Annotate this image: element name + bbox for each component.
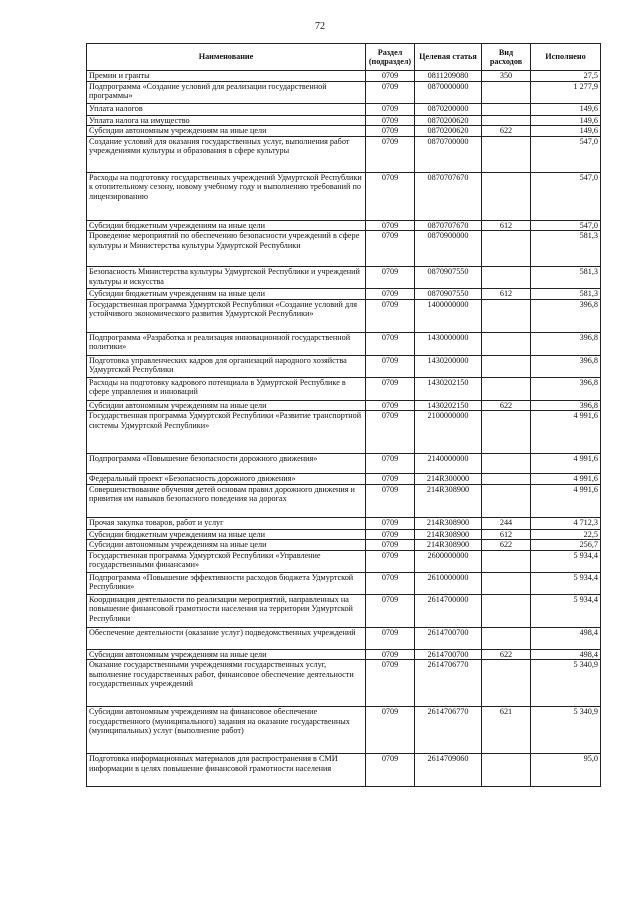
cell-kind	[482, 550, 531, 572]
cell-name: Субсидии автономным учреждениям на иные цели	[87, 540, 366, 551]
cell-name: Подпрограмма «Повышение эффективности расходов бюджета Удмуртской Республики»	[87, 572, 366, 594]
cell-target: 2140000000	[415, 454, 482, 474]
cell-target: 0870200620	[415, 126, 482, 137]
cell-target: 1400000000	[415, 299, 482, 332]
cell-name: Субсидии бюджетным учреждениям на иные цели	[87, 289, 366, 300]
cell-kind	[482, 136, 531, 172]
cell-amount: 1 277,9	[531, 81, 601, 103]
cell-section: 0709	[366, 754, 415, 787]
cell-target: 214R308900	[415, 529, 482, 540]
table-row	[87, 332, 601, 355]
table-row	[87, 454, 601, 474]
cell-section: 0709	[366, 332, 415, 355]
cell-section: 0709	[366, 299, 415, 332]
cell-section: 0709	[366, 377, 415, 400]
cell-kind	[482, 103, 531, 115]
table-row	[87, 540, 601, 551]
cell-section: 0709	[366, 103, 415, 115]
cell-name: Проведение мероприятий по обеспечению безопасности учреждений в сфере культуры и Министерства культуры Удмуртской Республики	[87, 231, 366, 267]
cell-amount: 547,0	[531, 136, 601, 172]
cell-name: Федеральный проект «Безопасность дорожного движения»	[87, 474, 366, 485]
table-row	[87, 649, 601, 660]
cell-kind: 612	[482, 529, 531, 540]
cell-name: Прочая закупка товаров, работ и услуг	[87, 517, 366, 529]
cell-kind	[482, 454, 531, 474]
cell-kind: 621	[482, 707, 531, 754]
table-row	[87, 707, 601, 754]
cell-amount: 22,5	[531, 529, 601, 540]
cell-section: 0709	[366, 627, 415, 649]
cell-kind	[482, 474, 531, 485]
cell-section: 0709	[366, 649, 415, 660]
cell-name: Государственная программа Удмуртской Республики «Развитие транспортной системы Удмуртской Республики»	[87, 411, 366, 454]
cell-target: 214R308900	[415, 517, 482, 529]
cell-amount: 5 934,4	[531, 594, 601, 627]
cell-target: 0870700000	[415, 136, 482, 172]
cell-section: 0709	[366, 81, 415, 103]
cell-kind	[482, 355, 531, 377]
cell-kind	[482, 299, 531, 332]
table-row	[87, 474, 601, 485]
cell-name: Создание условий для оказания государственных услуг, выполнения работ учреждениями культуры и образования в сфере культуры	[87, 136, 366, 172]
cell-name: Подпрограмма «Повышение безопасности дорожного движения»	[87, 454, 366, 474]
cell-kind: 622	[482, 540, 531, 551]
cell-target: 1430202150	[415, 400, 482, 411]
header-target: Целевая статья	[415, 44, 482, 71]
cell-kind	[482, 267, 531, 289]
cell-name: Субсидии автономным учреждениям на иные цели	[87, 126, 366, 137]
cell-target: 2614700000	[415, 594, 482, 627]
header-kind: Вид расходов	[482, 44, 531, 71]
table-body	[87, 71, 601, 787]
cell-section: 0709	[366, 594, 415, 627]
cell-amount: 396,8	[531, 377, 601, 400]
table-row	[87, 81, 601, 103]
table-row	[87, 355, 601, 377]
cell-amount: 27,5	[531, 71, 601, 82]
cell-section: 0709	[366, 454, 415, 474]
cell-kind: 622	[482, 126, 531, 137]
budget-table	[86, 43, 601, 787]
header-name: Наименование	[87, 44, 366, 71]
cell-target: 0870000000	[415, 81, 482, 103]
table-row	[87, 627, 601, 649]
cell-name: Безопасность Министерства культуры Удмуртской Республики и учреждений культуры и искусства	[87, 267, 366, 289]
cell-target: 2610000000	[415, 572, 482, 594]
cell-amount: 5 934,4	[531, 550, 601, 572]
cell-name: Оказание государственными учреждениями государственных услуг, выполнение государственных работ, финансовое обеспечение деятельности государственных учреждений	[87, 660, 366, 707]
cell-target: 0870900000	[415, 231, 482, 267]
cell-amount: 149,6	[531, 126, 601, 137]
page-number: 72	[315, 21, 325, 32]
cell-section: 0709	[366, 220, 415, 231]
table-row	[87, 400, 601, 411]
cell-amount: 581,3	[531, 231, 601, 267]
cell-amount: 396,8	[531, 400, 601, 411]
cell-name: Субсидии бюджетным учреждениям на иные цели	[87, 220, 366, 231]
cell-section: 0709	[366, 136, 415, 172]
cell-name: Координация деятельности по реализации мероприятий, направленных на повышение финансовой грамотности населения на территории Удмуртской Республики	[87, 594, 366, 627]
cell-section: 0709	[366, 71, 415, 82]
cell-kind	[482, 81, 531, 103]
cell-name: Субсидии автономным учреждениям на иные цели	[87, 400, 366, 411]
cell-name: Субсидии бюджетным учреждениям на иные цели	[87, 529, 366, 540]
cell-kind	[482, 627, 531, 649]
cell-kind	[482, 115, 531, 126]
cell-section: 0709	[366, 707, 415, 754]
cell-section: 0709	[366, 355, 415, 377]
cell-name: Расходы на подготовку кадрового потенциала в Удмуртской Республике в сфере управления и инноваций	[87, 377, 366, 400]
cell-name: Обеспечение деятельности (оказание услуг) подведомственных учреждений	[87, 627, 366, 649]
table-row	[87, 660, 601, 707]
cell-section: 0709	[366, 550, 415, 572]
cell-target: 0870200000	[415, 103, 482, 115]
cell-name: Подпрограмма «Создание условий для реализации государственной программы»	[87, 81, 366, 103]
table-row	[87, 572, 601, 594]
cell-amount: 5 934,4	[531, 572, 601, 594]
table-row	[87, 267, 601, 289]
cell-amount: 581,3	[531, 289, 601, 300]
cell-section: 0709	[366, 126, 415, 137]
cell-target: 1430202150	[415, 377, 482, 400]
cell-section: 0709	[366, 267, 415, 289]
cell-target: 1430000000	[415, 332, 482, 355]
cell-target: 2614706770	[415, 707, 482, 754]
cell-section: 0709	[366, 231, 415, 267]
cell-kind: 350	[482, 71, 531, 82]
table-row	[87, 71, 601, 82]
cell-amount: 396,8	[531, 299, 601, 332]
cell-target: 2614700700	[415, 627, 482, 649]
cell-name: Премии и гранты	[87, 71, 366, 82]
cell-kind	[482, 411, 531, 454]
table-row	[87, 231, 601, 267]
cell-target: 214R300000	[415, 474, 482, 485]
cell-section: 0709	[366, 572, 415, 594]
table-row	[87, 594, 601, 627]
cell-kind	[482, 377, 531, 400]
cell-section: 0709	[366, 660, 415, 707]
cell-amount: 547,0	[531, 172, 601, 220]
cell-target: 2614700700	[415, 649, 482, 660]
cell-kind: 612	[482, 220, 531, 231]
cell-amount: 5 340,9	[531, 707, 601, 754]
cell-kind	[482, 172, 531, 220]
cell-amount: 396,8	[531, 355, 601, 377]
cell-target: 214R308900	[415, 484, 482, 517]
table-row	[87, 220, 601, 231]
cell-kind	[482, 484, 531, 517]
cell-kind: 622	[482, 649, 531, 660]
cell-kind	[482, 754, 531, 787]
cell-section: 0709	[366, 474, 415, 485]
cell-name: Совершенствование обучения детей основам правил дорожного движения и привития им навыков безопасного поведения на дорогах	[87, 484, 366, 517]
cell-name: Субсидии автономным учреждениям на финансовое обеспечение государственного (муниципального) задания на оказание государственных (муниципальных) услуг (выполнение работ)	[87, 707, 366, 754]
table-row	[87, 126, 601, 137]
cell-amount: 4 991,6	[531, 474, 601, 485]
table-row	[87, 529, 601, 540]
cell-name: Уплата налога на имущество	[87, 115, 366, 126]
cell-name: Подпрограмма «Разработка и реализация инновационной государственной политики»	[87, 332, 366, 355]
cell-target: 0870907550	[415, 267, 482, 289]
cell-kind	[482, 231, 531, 267]
cell-target: 0870707670	[415, 172, 482, 220]
cell-section: 0709	[366, 529, 415, 540]
cell-kind: 244	[482, 517, 531, 529]
cell-section: 0709	[366, 540, 415, 551]
cell-name: Государственная программа Удмуртской Республики «Управление государственными финансами»	[87, 550, 366, 572]
cell-target: 0870707670	[415, 220, 482, 231]
cell-amount: 149,6	[531, 103, 601, 115]
cell-target: 2614709060	[415, 754, 482, 787]
cell-name: Подготовка управленческих кадров для организаций народного хозяйства Удмуртской Республики	[87, 355, 366, 377]
cell-amount: 4 991,6	[531, 454, 601, 474]
header-section: Раздел (подраздел)	[366, 44, 415, 71]
table-row	[87, 550, 601, 572]
table-row	[87, 377, 601, 400]
cell-name: Уплата налогов	[87, 103, 366, 115]
cell-target: 2614706770	[415, 660, 482, 707]
cell-kind	[482, 594, 531, 627]
table-row	[87, 411, 601, 454]
table-row	[87, 754, 601, 787]
cell-name: Государственная программа Удмуртской Республики «Создание условий для устойчивого экономического развития Удмуртской Республики»	[87, 299, 366, 332]
cell-target: 214R308900	[415, 540, 482, 551]
cell-target: 2100000000	[415, 411, 482, 454]
cell-amount: 581,3	[531, 267, 601, 289]
cell-kind	[482, 660, 531, 707]
cell-kind	[482, 332, 531, 355]
cell-target: 0870200620	[415, 115, 482, 126]
cell-name: Субсидии автономным учреждениям на иные цели	[87, 649, 366, 660]
cell-amount: 149,6	[531, 115, 601, 126]
cell-amount: 4 991,6	[531, 484, 601, 517]
cell-name: Подготовка информационных материалов для распространения в СМИ информации в целях повышение финансовой грамотности населения	[87, 754, 366, 787]
cell-kind	[482, 572, 531, 594]
cell-amount: 4 712,3	[531, 517, 601, 529]
table-header-row	[87, 44, 601, 71]
table-row	[87, 136, 601, 172]
cell-amount: 4 991,6	[531, 411, 601, 454]
cell-section: 0709	[366, 484, 415, 517]
cell-amount: 547,0	[531, 220, 601, 231]
table-row	[87, 115, 601, 126]
cell-amount: 498,4	[531, 627, 601, 649]
cell-section: 0709	[366, 411, 415, 454]
cell-section: 0709	[366, 172, 415, 220]
cell-amount: 256,7	[531, 540, 601, 551]
cell-amount: 95,0	[531, 754, 601, 787]
cell-amount: 5 340,9	[531, 660, 601, 707]
cell-target: 1430200000	[415, 355, 482, 377]
table-row	[87, 484, 601, 517]
cell-target: 0811209080	[415, 71, 482, 82]
cell-section: 0709	[366, 289, 415, 300]
table-row	[87, 103, 601, 115]
cell-kind: 612	[482, 289, 531, 300]
table-row	[87, 289, 601, 300]
table-row	[87, 517, 601, 529]
cell-section: 0709	[366, 115, 415, 126]
table-row	[87, 172, 601, 220]
cell-target: 0870907550	[415, 289, 482, 300]
header-amount: Исполнено	[531, 44, 601, 71]
cell-amount: 396,8	[531, 332, 601, 355]
cell-name: Расходы на подготовку государственных учреждений Удмуртской Республики к отопительному сезону, новому учебному году и выполнению требований по лицензированию	[87, 172, 366, 220]
cell-amount: 498,4	[531, 649, 601, 660]
cell-section: 0709	[366, 517, 415, 529]
cell-target: 2600000000	[415, 550, 482, 572]
cell-kind: 622	[482, 400, 531, 411]
table-row	[87, 299, 601, 332]
cell-section: 0709	[366, 400, 415, 411]
